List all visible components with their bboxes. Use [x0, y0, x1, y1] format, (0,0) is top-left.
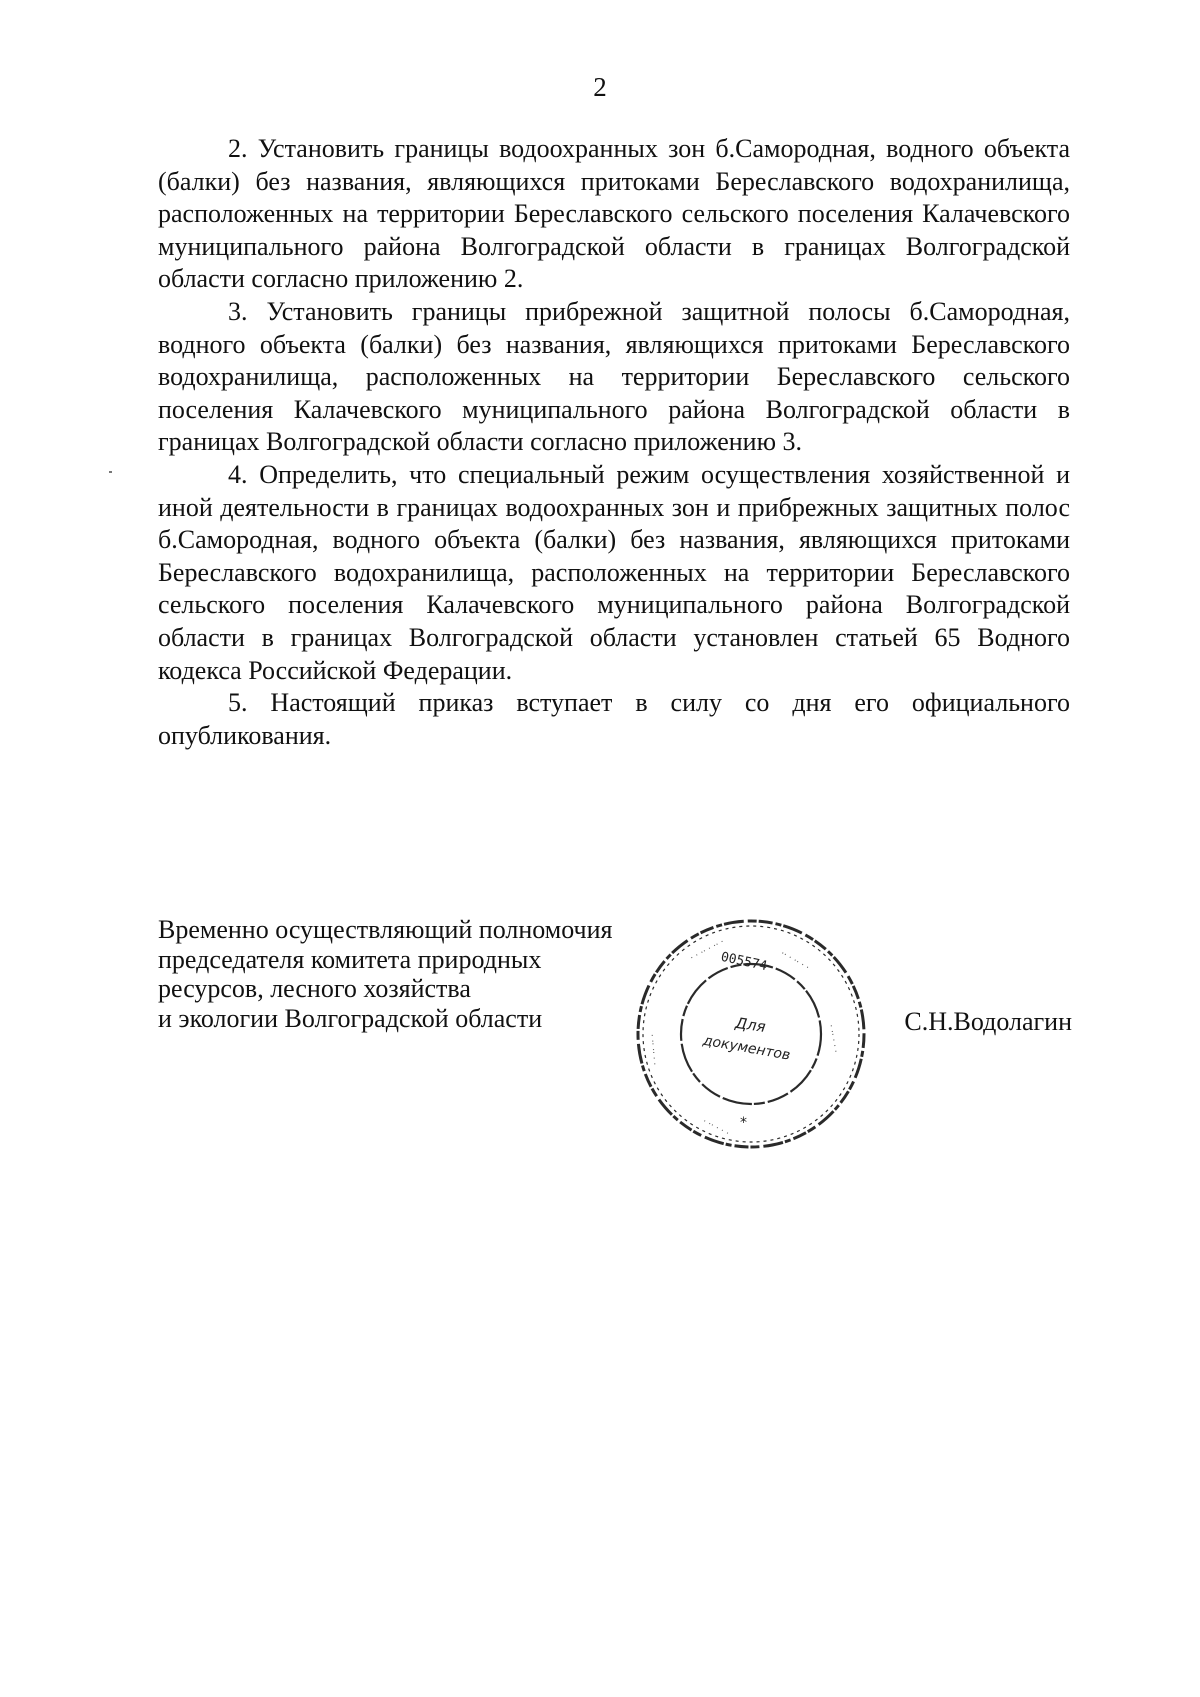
paragraph-3: 3. Установить границы прибрежной защитной полосы б.Самородная, водного объекта (балки) без названия, являющихся притоками Береславского водохранилища, расположенных на территории Береславского сельского поселения Калачевского муниципального района Волгоградской области в границах Волгоградской области согласно приложению 3. — [158, 296, 1070, 457]
paragraph-2: 2. Установить границы водоохранных зон б.Самородная, водного объекта (балки) без названия, являющихся притоками Береславского водохранилища, расположенных на территории Береславского сельского поселения Калачевского муниципального района Волгоградской области в границах Волгоградской области согласно приложению 2. — [158, 134, 1070, 294]
position-line: председателя комитета природных — [158, 944, 542, 974]
page-number: 2 — [593, 72, 607, 102]
scan-mark — [109, 471, 112, 473]
svg-text:· · ·· · ·· ·: · · ·· · ·· · — [688, 937, 727, 964]
svg-text:· ·· · · ·: · ·· · · · — [700, 1116, 731, 1140]
signatory-name: С.Н.Водолагин — [904, 1007, 1072, 1036]
official-seal-stamp — [632, 915, 870, 1153]
document-body — [158, 133, 1070, 752]
paragraph-5: 5. Настоящий приказ вступает в силу со дня его официального опубликования. — [158, 688, 1070, 750]
seal-center-line-2: документов — [701, 1032, 792, 1064]
svg-text:· · ·· ·· ·: · · ·· ·· · — [648, 1033, 661, 1066]
svg-text:*: * — [740, 1115, 747, 1131]
position-line: ресурсов, лесного хозяйства — [158, 974, 471, 1003]
paragraph-4: 4. Определить, что специальный режим осуществления хозяйственной и иной деятельности в границах водоохранных зон и прибрежных защитных полос б.Самородная, водного объекта (балки) без названия, являющихся притоками Береславского водохранилища, расположенных на территории Береславского сельского поселения Калачевского муниципального района Волгоградской области в границах Волгоградской области установлен статьей 65 Водного кодекса Российской Федерации. — [158, 459, 1070, 685]
svg-text:·· · ·· · ·: ·· · ·· · · — [778, 948, 811, 974]
position-line: Временно осуществляющий полномочия — [158, 915, 613, 944]
position-line: и экологии Волгоградской области — [158, 1003, 543, 1033]
seal-center-line-1: Для — [734, 1013, 767, 1036]
svg-text:· ·· · · ·: · ·· · · · — [825, 1023, 840, 1054]
seal-number: 005574 — [719, 949, 769, 975]
